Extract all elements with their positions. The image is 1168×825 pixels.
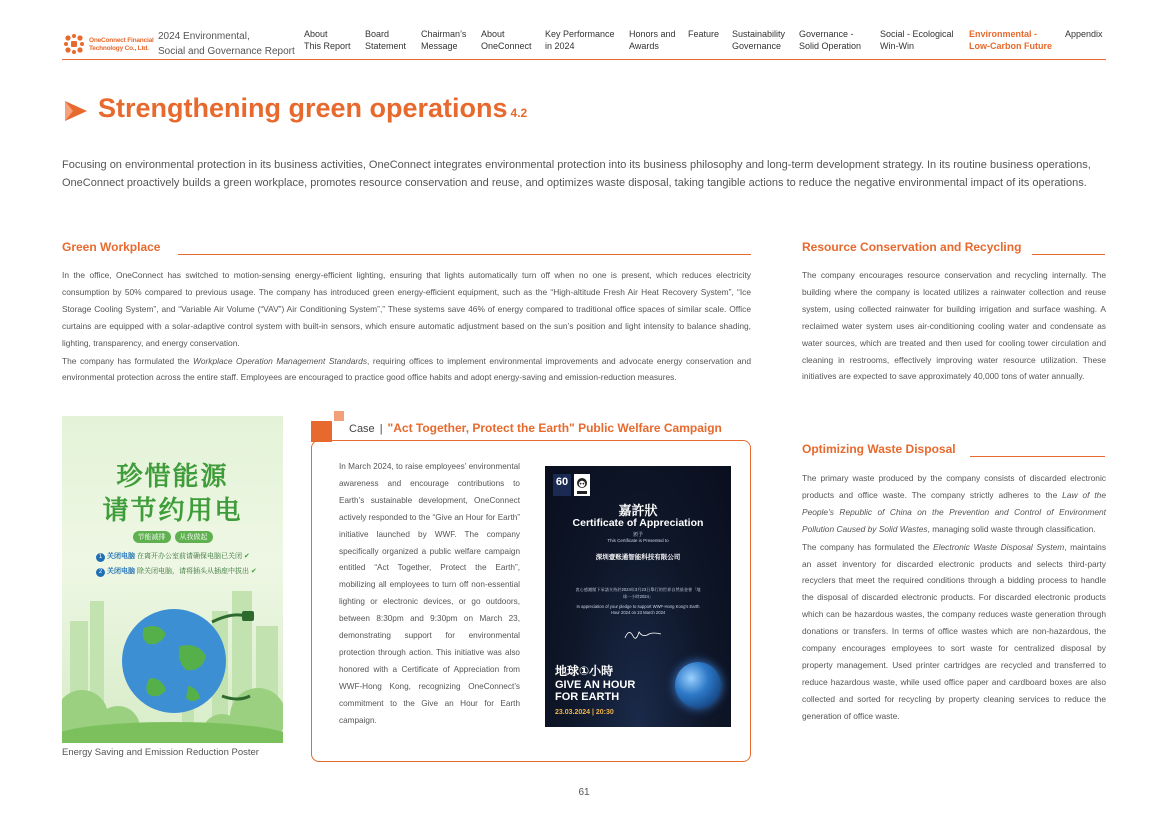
signature-image bbox=[623, 626, 663, 642]
poster-slogan: 节能减排 从我做起 bbox=[62, 526, 283, 544]
earth-hour-60-badge: 60 bbox=[553, 474, 571, 496]
waste-disposal-heading: Optimizing Waste Disposal bbox=[802, 442, 956, 456]
nav-feature[interactable]: Feature bbox=[688, 29, 720, 39]
nav-appendix[interactable]: Appendix bbox=[1065, 29, 1103, 39]
report-title: 2024 Environmental, Social and Governance Report bbox=[158, 31, 295, 57]
cert-body-en: In appreciation of your pledge to support WWF-Hong Kong's Earth Hour 2024 on 23 March 2024 bbox=[576, 604, 700, 615]
green-workplace-heading: Green Workplace bbox=[62, 240, 161, 254]
heading-rule bbox=[1032, 254, 1105, 255]
wwf-panda-logo bbox=[574, 474, 590, 496]
logo-text: OneConnect Financial Technology Co., Ltd. bbox=[89, 37, 154, 52]
title-arrow-icon bbox=[63, 99, 89, 123]
poster-headline-1: 珍惜能源 bbox=[116, 462, 229, 492]
nav-environmental[interactable]: Environmental - Low-Carbon Future bbox=[969, 29, 1052, 51]
heading-rule bbox=[178, 254, 751, 255]
resource-conservation-heading: Resource Conservation and Recycling bbox=[802, 240, 1022, 254]
cert-title-zh: 嘉許狀 bbox=[618, 504, 658, 519]
cert-recipient: 深圳壹账通智能科技有限公司 bbox=[595, 553, 681, 561]
resource-conservation-text: The company encourages resource conservation and recycling internally. The building where the company is located utilizes a rainwater collection and reuse system, using collected rainwater for building irrigation and surface washing. A reclaimed water system uses air-conditioning cooling water and condensate as water sources, which are treated and then used for cooling tower circulation and cleaning in restrooms, effectively improving water resource utilization. These initiatives are expected to save approximately 40,000 tons of water annually. bbox=[802, 270, 1106, 382]
green-workplace-p2: The company has formulated the Workplace Operation Management Standards, requiring offices to implement environmental improvements and advocate energy conservation and environmental protection across the entire staff. Employees are encouraged to practice good office habits and adopt energy-saving and emission-reduction measures. bbox=[62, 355, 752, 383]
nav-social[interactable]: Social - Ecological Win-Win bbox=[880, 29, 954, 51]
cert-give-an-hour: GIVE AN HOUR bbox=[555, 679, 636, 691]
cert-title-en: Certificate of Appreciation bbox=[572, 517, 704, 529]
wwf-certificate-image bbox=[545, 466, 731, 727]
heading-rule bbox=[970, 456, 1105, 457]
nav-governance[interactable]: Governance - Solid Operation bbox=[799, 29, 862, 51]
waste-p2: The company has formulated the Electronic Waste Disposal System, maintains an asset inventory for discarded electronic products and selects third-party recyclers that meet the required conditions through a bidding process to handle the disposal of discarded electronic products. For discarded electronic products which can be hazardous wastes, the company reduces waste generation through donations or transfers. In terms of office wastes which are non-hazardous, the company encourages employees to sort waste for centralized disposal by property management. Used printer cartridges are recycled and transferred to reduce hazardous waste, while used office paper and cardboard boxes are also collected and sorted for recycling by property cleaning services to reduce the generation of office waste. bbox=[802, 541, 1107, 721]
cert-earth-hour-zh: 地球①小時 bbox=[555, 664, 614, 678]
page-number: 61 bbox=[578, 787, 590, 798]
nav-about-this-report[interactable]: About This Report bbox=[304, 29, 351, 51]
waste-p1: The primary waste produced by the company consists of discarded electronic products and office waste. The company strictly adheres to the Law of the People’s Republic of China on the Prevention and Control of Environment Pollution Caused by Solid Wastes, managing solid waste through classification. bbox=[802, 473, 1106, 534]
poster-caption: Energy Saving and Emission Reduction Poster bbox=[62, 747, 259, 758]
panda-icon bbox=[574, 474, 590, 496]
nav-board-statement[interactable]: Board Statement bbox=[365, 29, 407, 51]
cert-presented-en: This Certificate is Presented to bbox=[607, 538, 669, 543]
top-navigation-bar bbox=[62, 26, 1106, 60]
case-title: "Act Together, Protect the Earth" Public Welfare Campaign bbox=[387, 421, 722, 435]
nav-honors-awards[interactable]: Honors and Awards bbox=[629, 29, 676, 51]
nav-key-performance[interactable]: Key Performance in 2024 bbox=[545, 29, 615, 51]
case-text: In March 2024, to raise employees’ environmental awareness and encourage contributions to Earth’s sustainable development, OneConnect actively responded to the “Give an Hour for Earth” initiative launched by WWF. The company specifically organized a public welfare campaign entitled “Act Together, Protect the Earth”, mobilizing all employees to turn off non-essential lighting or electronic devices, or go outdoors, between 8:30pm and 9:30pm on March 23, demonstrating support for environmental protection through action. This initiative was also honored with a Certificate of Appreciation from WWF-Hong Kong, recognizing OneConnect’s commitment to the Give an Hour for Earth campaign. bbox=[339, 462, 520, 725]
green-workplace-p1: In the office, OneConnect has switched to motion-sensing energy-efficient lighting, ensuring that lights automatically turn off when no one is present, which reduces electricity consumption by 50% compared to previous usage. The company has introduced green energy-efficient equipment, such as the “High-altitude Fresh Air Heat Recovery System”, “Ice Storage Cooling System”, and “Variable Air Volume (“VAV”) Air Conditioning System”,” These systems save 46% of energy compared to traditional office spaces of similar scale. Office curtains are equipped with a solar-adaptive control system with built-in sensors, which ensure automatic adjustment based on the sun’s position and light intensity to balance shading, lighting, transparency, and energy conservation. bbox=[62, 270, 751, 348]
cert-date: 23.03.2024 | 20:30 bbox=[555, 709, 614, 716]
cert-for-earth: FOR EARTH bbox=[555, 691, 620, 703]
earth-globe-image bbox=[675, 662, 721, 708]
page-title: Strengthening green operations 4.2 bbox=[98, 93, 528, 123]
logo-mark-icon bbox=[62, 32, 86, 56]
intro-paragraph: Focusing on environmental protection in its business activities, OneConnect integrates environmental protection into its business philosophy and long-term development strategy. In its routine business operations, OneConnect proactively builds a green workplace, promotes resource conservation and reuse, and optimizes waste disposal, taking tangible actions to reduce the negative environmental impact of its operations. bbox=[62, 159, 1091, 189]
check-icon: ✔ bbox=[243, 553, 250, 560]
nav-chairmans-message[interactable]: Chairman’s Message bbox=[421, 29, 467, 51]
case-accent-square bbox=[311, 421, 332, 442]
case-label: Case bbox=[349, 423, 375, 435]
green-workplace-text bbox=[62, 267, 751, 386]
nav-sustainability-governance[interactable]: Sustainability Governance bbox=[732, 29, 786, 51]
check-icon: ✔ bbox=[250, 568, 257, 575]
energy-saving-poster bbox=[62, 416, 283, 743]
waste-disposal-text bbox=[802, 470, 1106, 725]
poster-headline-2: 请节约用电 bbox=[102, 496, 243, 526]
case-heading: Case | "Act Together, Protect the Earth" Public Welfare Campaign bbox=[349, 421, 722, 435]
nav-about-oneconnect[interactable]: About OneConnect bbox=[481, 29, 532, 51]
poster-tip-2: 2 关闭电脑 除关闭电脑，请将插头从插座中拔出 ✔ bbox=[96, 566, 257, 577]
company-logo[interactable] bbox=[62, 32, 154, 56]
poster-tip-1: 1 关闭电脑 在离开办公室前请确保电脑已关闭 ✔ bbox=[96, 551, 250, 562]
cert-body-zh: 衷心感謝閣下承諾支持於2024年3月23日舉行的世界自然基金會「地球一小時2024」 bbox=[575, 587, 701, 599]
cert-presented-zh: 頒予 bbox=[632, 532, 643, 538]
case-accent-square-small bbox=[334, 411, 344, 421]
